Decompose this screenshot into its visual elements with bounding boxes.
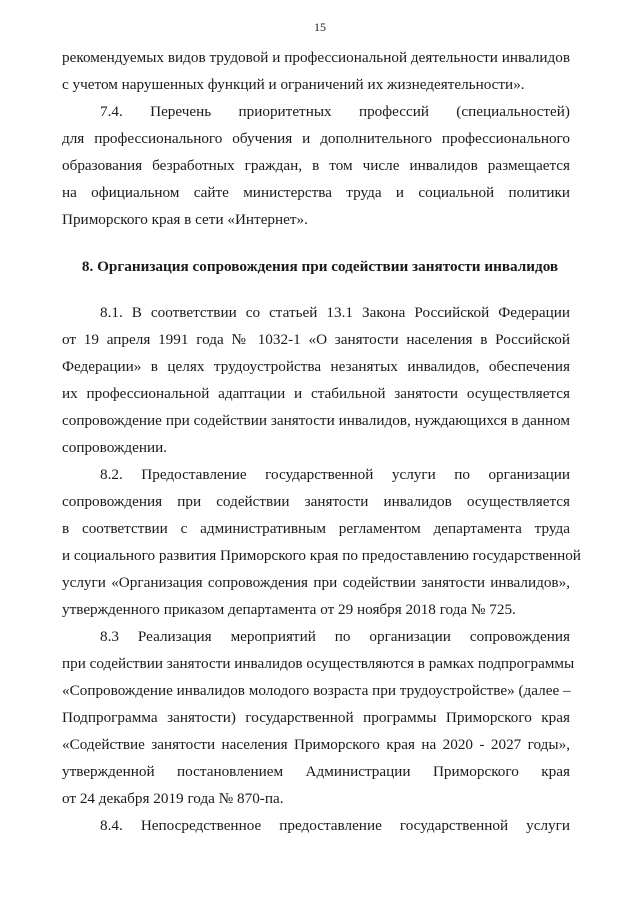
text-line: их профессиональной адаптации и стабильной занятости осуществляется [62,385,570,402]
section-heading: 8. Организация сопровождения при содействии занятости инвалидов [81,258,559,275]
text-line: при содействии занятости инвалидов осуществляются в рамках подпрограммы [62,655,575,672]
text-line: и социального развития Приморского края по предоставлению государственной [62,547,581,564]
text-line: 8.3 Реализация мероприятий по организации сопровождения [100,628,570,645]
text-line: сопровождения при содействии занятости инвалидов осуществляется [62,493,570,510]
text-line: Приморского края в сети «Интернет». [62,211,308,228]
text-line: образования безработных граждан, в том числе инвалидов размещается [62,157,570,174]
text-line: Федерации» в целях трудоустройства незанятых инвалидов, обеспечения [62,358,570,375]
page-number: 15 [314,20,326,34]
text-line: 8.2. Предоставление государственной услуги по организации [100,466,570,483]
text-line: 8.1. В соответствии со статьей 13.1 Закона Российской Федерации [100,304,570,321]
text-line: 8.4. Непосредственное предоставление государственной услуги [100,817,570,834]
text-line: с учетом нарушенных функций и ограничений их жизнедеятельности». [62,76,525,93]
text-line: на официальном сайте министерства труда и социальной политики [62,184,570,201]
text-line: для профессионального обучения и дополнительного профессионального [62,130,570,147]
text-line: в соответствии с административным регламентом департамента труда [62,520,570,537]
text-line: «Содействие занятости населения Приморского края на 2020 - 2027 годы», [62,736,570,753]
text-line: Подпрограмма занятости) государственной программы Приморского края [62,709,570,726]
text-line: рекомендуемых видов трудовой и профессиональной деятельности инвалидов [62,49,570,66]
text-line: сопровождение при содействии занятости инвалидов, нуждающихся в данном [62,412,570,429]
text-line: утвержденной постановлением Администрации Приморского края [62,763,570,780]
text-line: 7.4. Перечень приоритетных профессий (специальностей) [100,103,570,120]
text-line: утвержденного приказом департамента от 29 ноября 2018 года № 725. [62,601,516,618]
text-line: «Сопровождение инвалидов молодого возраста при трудоустройстве» (далее – [62,682,571,699]
text-line: от 19 апреля 1991 года № 1032-1 «О занятости населения в Российской [62,331,570,348]
text-line: от 24 декабря 2019 года № 870-па. [62,790,284,807]
text-line: сопровождении. [62,439,168,456]
text-line: услуги «Организация сопровождения при содействии занятости инвалидов», [62,574,570,591]
